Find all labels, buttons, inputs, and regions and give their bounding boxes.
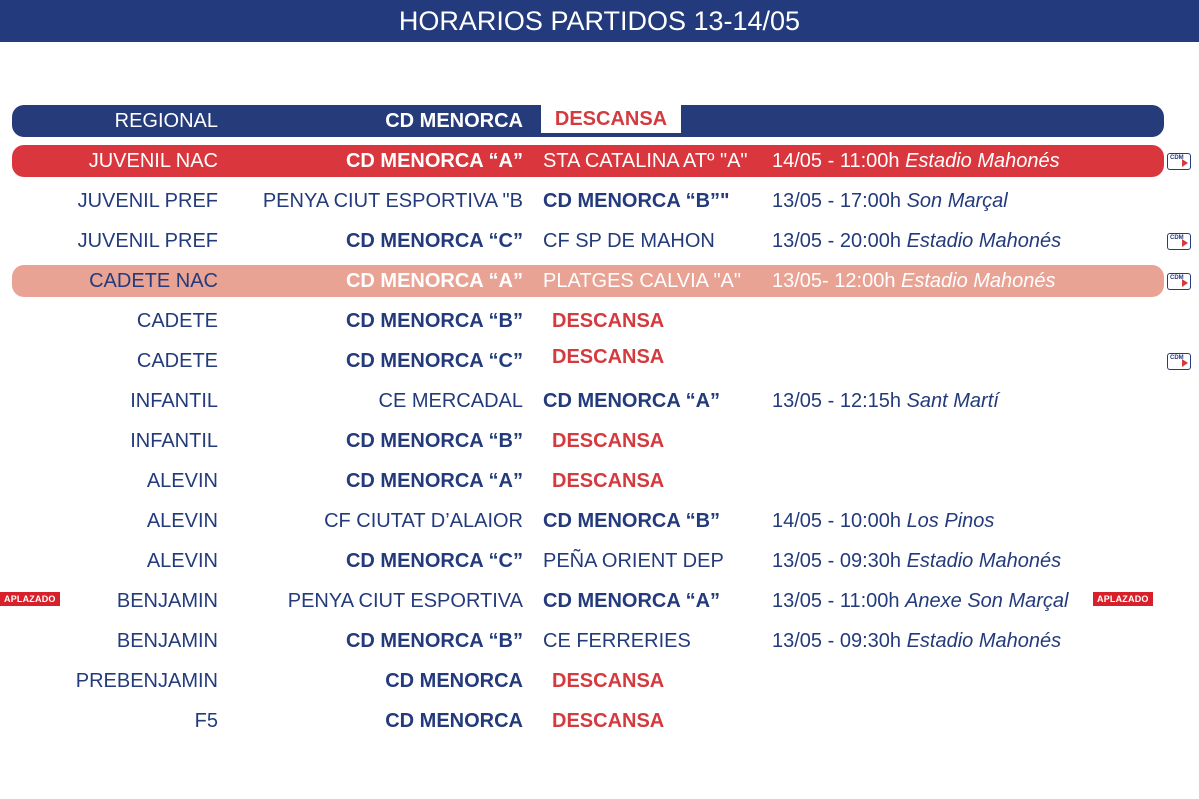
away-team: CD MENORCA “B”" <box>543 190 730 212</box>
match-time <box>772 261 1152 301</box>
away-team: CD MENORCA “B” <box>543 510 721 532</box>
category-label: REGIONAL <box>114 110 218 132</box>
home-team: CD MENORCA “B” <box>345 430 523 452</box>
category-label: ALEVIN <box>146 470 218 492</box>
table-row <box>0 181 1199 221</box>
category-label: JUVENIL PREF <box>77 230 218 252</box>
away-team: PEÑA ORIENT DEP <box>543 550 724 572</box>
venue: Estadio Mahonés <box>901 270 1056 292</box>
table-row <box>0 301 1199 341</box>
away-team: CE FERRERIES <box>543 630 691 652</box>
away-team: CD MENORCA “A” <box>543 590 721 612</box>
home-team: CF CIUTAT D’ALAIOR <box>324 510 523 532</box>
table-row <box>0 501 1199 541</box>
rest-label: DESCANSA <box>552 670 665 692</box>
home-team: PENYA CIUT ESPORTIVA <box>287 590 523 612</box>
tv-broadcast-icon[interactable]: CDM <box>1167 153 1191 170</box>
category-label: CADETE NAC <box>89 270 218 292</box>
home-team: CD MENORCA “C” <box>345 230 523 252</box>
home-team: CE MERCADAL <box>378 390 523 412</box>
category-label: JUVENIL PREF <box>77 190 218 212</box>
home-team: CD MENORCA “A” <box>345 150 523 172</box>
match-time <box>772 221 1152 261</box>
table-row <box>0 541 1199 581</box>
table-row <box>0 141 1199 181</box>
venue: Estadio Mahonés <box>906 630 1062 652</box>
venue: Los Pinos <box>906 510 995 532</box>
table-row <box>0 221 1199 261</box>
match-date-time: 13/05 - 17:00h <box>772 190 901 212</box>
match-date-time: 13/05- 12:00h <box>772 270 896 292</box>
table-row <box>0 661 1199 701</box>
away-team: PLATGES CALVIA "A" <box>543 270 741 292</box>
tv-broadcast-icon[interactable]: CDM <box>1167 273 1191 290</box>
rest-label: DESCANSA <box>552 470 665 492</box>
category-label: BENJAMIN <box>116 630 218 652</box>
venue: Son Marçal <box>906 190 1008 212</box>
category-label: ALEVIN <box>146 550 218 572</box>
match-date-time: 13/05 - 09:30h <box>772 630 901 652</box>
postponed-badge: APLAZADO <box>1093 592 1153 606</box>
tv-broadcast-icon[interactable]: CDM <box>1167 233 1191 250</box>
home-team: CD MENORCA “C” <box>345 550 523 572</box>
home-team: PENYA CIUT ESPORTIVA "B <box>262 190 523 212</box>
match-time <box>772 501 1152 541</box>
venue: Estadio Mahonés <box>906 550 1062 572</box>
rest-label: DESCANSA <box>552 710 665 732</box>
match-date-time: 13/05 - 20:00h <box>772 230 901 252</box>
home-team: CD MENORCA “C” <box>345 350 523 372</box>
category-label: INFANTIL <box>130 430 218 452</box>
category-label: F5 <box>194 710 218 732</box>
table-row <box>0 381 1199 421</box>
category-label: CADETE <box>136 350 218 372</box>
match-time <box>772 141 1152 181</box>
venue: Estadio Mahonés <box>905 150 1060 172</box>
match-date-time: 13/05 - 12:15h <box>772 390 901 412</box>
match-time <box>772 621 1152 661</box>
home-team: CD MENORCA “A” <box>345 470 523 492</box>
match-date-time: 13/05 - 09:30h <box>772 550 901 572</box>
match-date-time: 14/05 - 11:00h <box>772 150 900 172</box>
venue: Sant Martí <box>906 390 999 412</box>
away-team: CF SP DE MAHON <box>543 230 715 252</box>
rest-badge: DESCANSA <box>541 105 681 133</box>
home-team: CD MENORCA “A” <box>345 270 523 292</box>
page-title: HORARIOS PARTIDOS 13-14/05 <box>0 0 1199 42</box>
table-row <box>0 421 1199 461</box>
home-team: CD MENORCA <box>385 110 523 132</box>
rest-label: DESCANSA <box>552 310 665 332</box>
tv-broadcast-icon[interactable]: CDM <box>1167 353 1191 370</box>
category-label: CADETE <box>136 310 218 332</box>
table-row <box>0 701 1199 741</box>
table-row <box>0 101 1199 141</box>
home-team: CD MENORCA <box>385 670 523 692</box>
category-label: PREBENJAMIN <box>75 670 218 692</box>
postponed-badge: APLAZADO <box>0 592 60 606</box>
home-team: CD MENORCA <box>385 710 523 732</box>
away-team: STA CATALINA ATº "A" <box>543 150 748 172</box>
table-row <box>0 261 1199 301</box>
category-label: ALEVIN <box>146 510 218 532</box>
table-row <box>0 581 1199 621</box>
table-row <box>0 341 1199 381</box>
home-team: CD MENORCA “B” <box>345 630 523 652</box>
category-label: BENJAMIN <box>116 590 218 612</box>
match-time <box>772 541 1152 581</box>
match-date-time: 13/05 - 11:00h <box>772 590 900 612</box>
home-team: CD MENORCA “B” <box>345 310 523 332</box>
match-time <box>772 381 1152 421</box>
category-label: INFANTIL <box>130 390 218 412</box>
away-team: CD MENORCA “A” <box>543 390 721 412</box>
venue: Estadio Mahonés <box>906 230 1062 252</box>
table-row <box>0 621 1199 661</box>
match-time <box>772 181 1152 221</box>
table-row <box>0 461 1199 501</box>
venue: Anexe Son Marçal <box>905 590 1069 612</box>
match-date-time: 14/05 - 10:00h <box>772 510 901 532</box>
category-label: JUVENIL NAC <box>88 150 218 172</box>
rest-label: DESCANSA <box>552 430 665 452</box>
rest-label: DESCANSA <box>552 346 665 368</box>
